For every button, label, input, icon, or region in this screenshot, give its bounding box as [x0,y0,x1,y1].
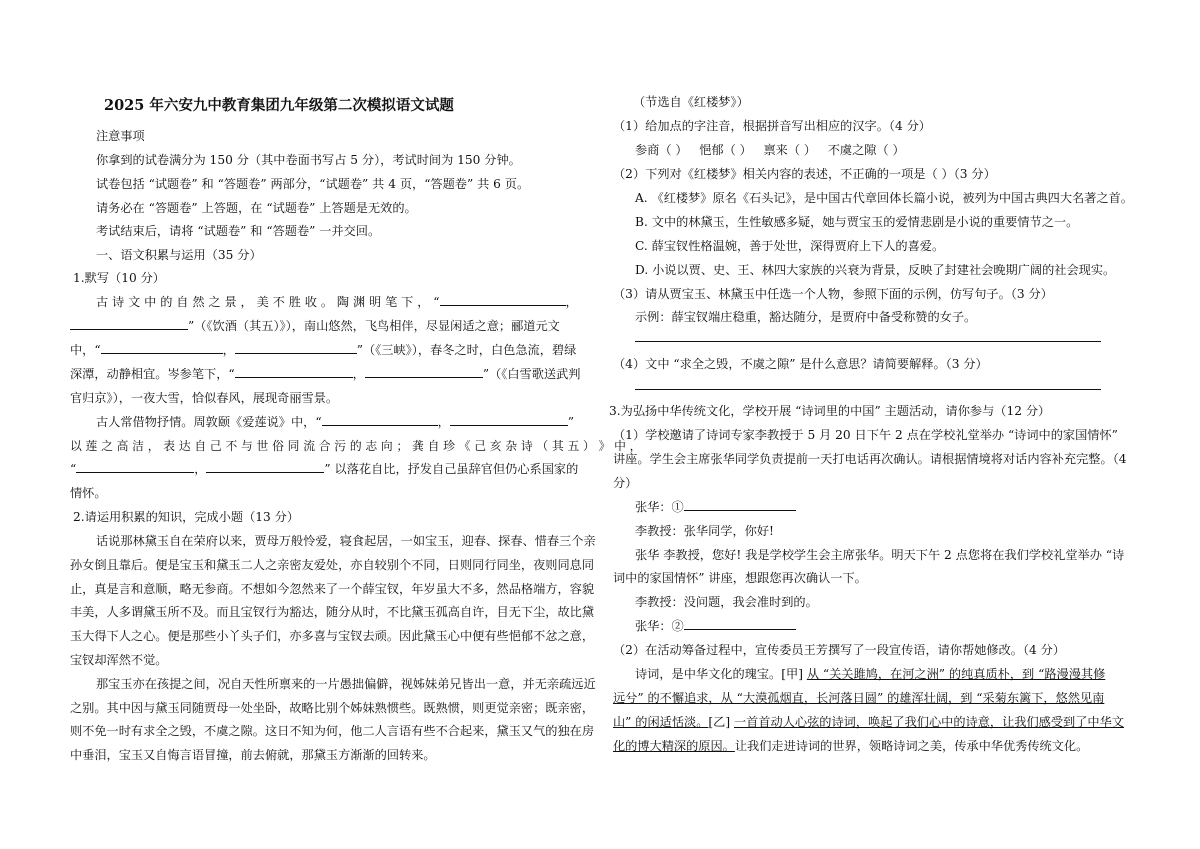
sub-question-1: （1）给加点的字注音，根据拼音写出相应的汉字。（4 分） [613,119,931,133]
pinyin-items [635,138,905,162]
answer-blank[interactable] [206,458,324,473]
dialogue-line: 张华 李教授，您好! 我是学校学生会主席张华。明天下午 2 点您将在我们学校礼堂举办 “诗 [635,548,1125,562]
dialogue-line: 李教授：张华同学，你好! [635,524,774,538]
q3-sub2: （2）在活动筹备过程中，宣传委员王芳撰写了一段宣传语，请你帮她修改。（4 分） [613,643,1066,657]
passage-line: 宝钗却浑然不觉。 [70,653,168,667]
notice-item: 你拿到的试卷满分为 150 分（其中卷面书写占 5 分），考试时间为 150 分钟。 [96,153,521,167]
q3-sub1-line: 讲座。学生会主席张华同学负责提前一天打电话再次确认。请根据情境将对话内容补充完整。（4 [613,452,1127,466]
sub-question-4: （4）文中 “求全之毁，不虞之隙” 是什么意思？请简要解释。（3 分） [613,357,988,371]
answer-blank[interactable] [450,411,568,426]
ad-line: 诗词，是中华文化的瑰宝。[甲] 从 “关关雎鸠，在河之洲” 的纯真质朴，到 “路漫漫其修 [635,667,1106,681]
passage-line: 话说那林黛玉自在荣府以来，贾母万般怜爱，寝食起居，一如宝玉，迎春、探春、惜春三个亲 [96,534,596,548]
passage-line: 中垂泪，宝玉又自悔言语冒撞，前去俯就，那黛玉方渐渐的回转来。 [70,748,436,762]
question-2-heading: 2.请运用积累的知识，完成小题（13 分） [73,510,300,524]
dialogue-line: 张华：② [635,614,796,638]
answer-blank[interactable] [322,411,438,426]
pinyin-item: 不虞之隙（ ） [827,143,905,157]
passage-line: 则不免一时有求全之毁，不虞之隙。这日不知为何，他二人言语有些不合起来，黛玉又气的独在房 [70,724,595,738]
answer-blank[interactable] [684,615,796,630]
page-title: 2025 年六安九中教育集团九年级第二次模拟语文试题 [104,97,454,114]
passage-line: 止，真是言和意顺，略无参商。不想如今忽然来了一个薛宝钗，年岁虽大不多，然品格端方，容貌 [70,582,595,596]
question-3-heading: 3.为弘扬中华传统文化，学校开展 “诗词里的中国” 主题活动，请你参与（12 分） [609,404,1051,418]
ad-line: 山” 的闲适恬淡。[乙] 一首首动人心弦的诗词，唤起了我们心中的诗意，让我们感受到了中华文 [613,715,1124,729]
question-1-heading: 1.默写（10 分） [73,271,165,285]
option-d: D. 小说以贾、史、王、林四大家族的兴衰为背景，反映了封建社会晚期广阔的社会现实。 [635,263,1116,277]
passage-line: 孙女倒且靠后。便是宝玉和黛玉二人之亲密友爱处，亦自较别个不同，日则同行同坐，夜则同息同 [70,558,595,572]
dialogue-line: 词中的家国情怀” 讲座，想跟您再次确认一下。 [613,571,867,585]
passage-line: 玉大得下人之心。便是那些小丫头子们，亦多喜与宝钗去顽。因此黛玉心中便有些悒郁不忿之意， [70,629,595,643]
section-heading: 一、语文积累与运用（35 分） [96,248,262,262]
ad-line: 远兮” 的不懈追求，从 “大漠孤烟直，长河落日圆” 的雄浑壮阔，到 “采菊东篱下，悠然见南 [613,691,1105,705]
passage-line: 丰美，人多谓黛玉所不及。而且宝钗行为豁达，随分从时，不比黛玉孤高自许，目无下尘，故比黛 [70,605,595,619]
q1-line: 中，“ ， ”（《三峡》），春冬之时，白色急流，碧绿 [70,338,576,362]
pinyin-item: 禀来（ ） [763,143,817,157]
dialogue-line: 张华：① [635,495,796,519]
answer-line[interactable] [635,389,1101,390]
passage-source: （节选自《红楼梦》） [633,95,749,109]
example-sentence: 示例：薛宝钗端庄稳重，豁达随分，是贾府中备受称赞的女子。 [635,310,977,324]
q1-line: ”（《饮酒（其五）》），南山悠然，飞鸟相伴，尽显闲适之意；郦道元文 [70,314,560,338]
q1-line: 深潭，动静相宜。岑参笔下，“ ， ”（《白雪歌送武判 [70,362,581,386]
answer-blank[interactable] [684,496,796,511]
option-c: C. 薛宝钗性格温婉，善于处世，深得贾府上下人的喜爱。 [635,239,945,253]
notice-item: 请务必在 “答题卷” 上答题，在 “试题卷” 上答题是无效的。 [96,201,417,215]
answer-blank[interactable] [235,339,357,354]
notice-heading: 注意事项 [96,129,145,143]
q1-line: 古人常借物抒情。周敦颐《爱莲说》中，“ ， ” [96,410,574,434]
pinyin-item: 悒郁（ ） [699,143,752,157]
q3-sub1-line: （1）学校邀请了诗词专家李教授于 5 月 20 日下午 2 点在学校礼堂举办 “诗词中的家国情怀” [613,428,1118,442]
q3-sub1-line: 分） [613,476,638,490]
sub-question-3: （3）请从贾宝玉、林黛玉中任选一个人物，参照下面的示例，仿写句子。（3 分） [613,287,1053,301]
answer-blank[interactable] [440,291,566,306]
notice-item: 考试结束后，请将 “试题卷” 和 “答题卷” 一并交回。 [96,224,381,238]
answer-blank[interactable] [76,458,194,473]
q1-line: 官归京》），一夜大雪，恰似春风，展现奇丽雪景。 [70,391,339,405]
notice-item: 试卷包括 “试题卷” 和 “答题卷” 两部分，“试题卷” 共 4 页，“答题卷” 共 6 页。 [96,177,530,191]
sub-question-2: （2）下列对《红楼梦》相关内容的表述，不正确的一项是（ ）（3 分） [613,167,996,181]
dialogue-line: 李教授：没问题，我会准时到的。 [635,595,818,609]
passage-line: 那宝玉亦在孩提之间，况自天性所禀来的一片愚拙偏僻，视姊妹弟兄皆出一意，并无亲疏远近 [96,677,596,691]
option-a: A. 《红楼梦》原名《石头记》，是中国古代章回体长篇小说，被列为中国古典四大名著之首。 [635,191,1133,205]
answer-line[interactable] [635,341,1101,342]
q1-line: 情怀。 [70,486,107,500]
answer-blank[interactable] [70,315,188,330]
answer-blank[interactable] [235,363,353,378]
pinyin-item: 参商（ ） [635,143,688,157]
passage-line: 之别。其中因与黛玉同随贾母一处坐卧，故略比别个姊妹熟惯些。既熟惯，则更觉亲密；既亲密， [70,701,595,715]
q1-line: “ ， ” 以落花自比，抒发自己虽辞官但仍心系国家的 [70,457,578,481]
q1-line: 古 诗 文 中 的 自 然 之 景 ， 美 不 胜 收 。 陶 渊 明 笔 下 ， “ ， [96,290,578,314]
answer-blank[interactable] [101,339,223,354]
answer-blank[interactable] [365,363,483,378]
ad-line: 化的博大精深的原因。让我们走进诗词的世界，领略诗词之美，传承中华优秀传统文化。 [613,739,1089,753]
q1-line: 以 莲 之 高 洁 ， 表 达 自 己 不 与 世 俗 同 流 合 污 的 志 向 ； 龚 自 珍 《 己 亥 杂 诗 （ 其 五 ） 》 中 ， [70,439,642,453]
option-b: B. 文中的林黛玉，生性敏感多疑，她与贾宝玉的爱情悲剧是小说的重要情节之一。 [635,215,1079,229]
